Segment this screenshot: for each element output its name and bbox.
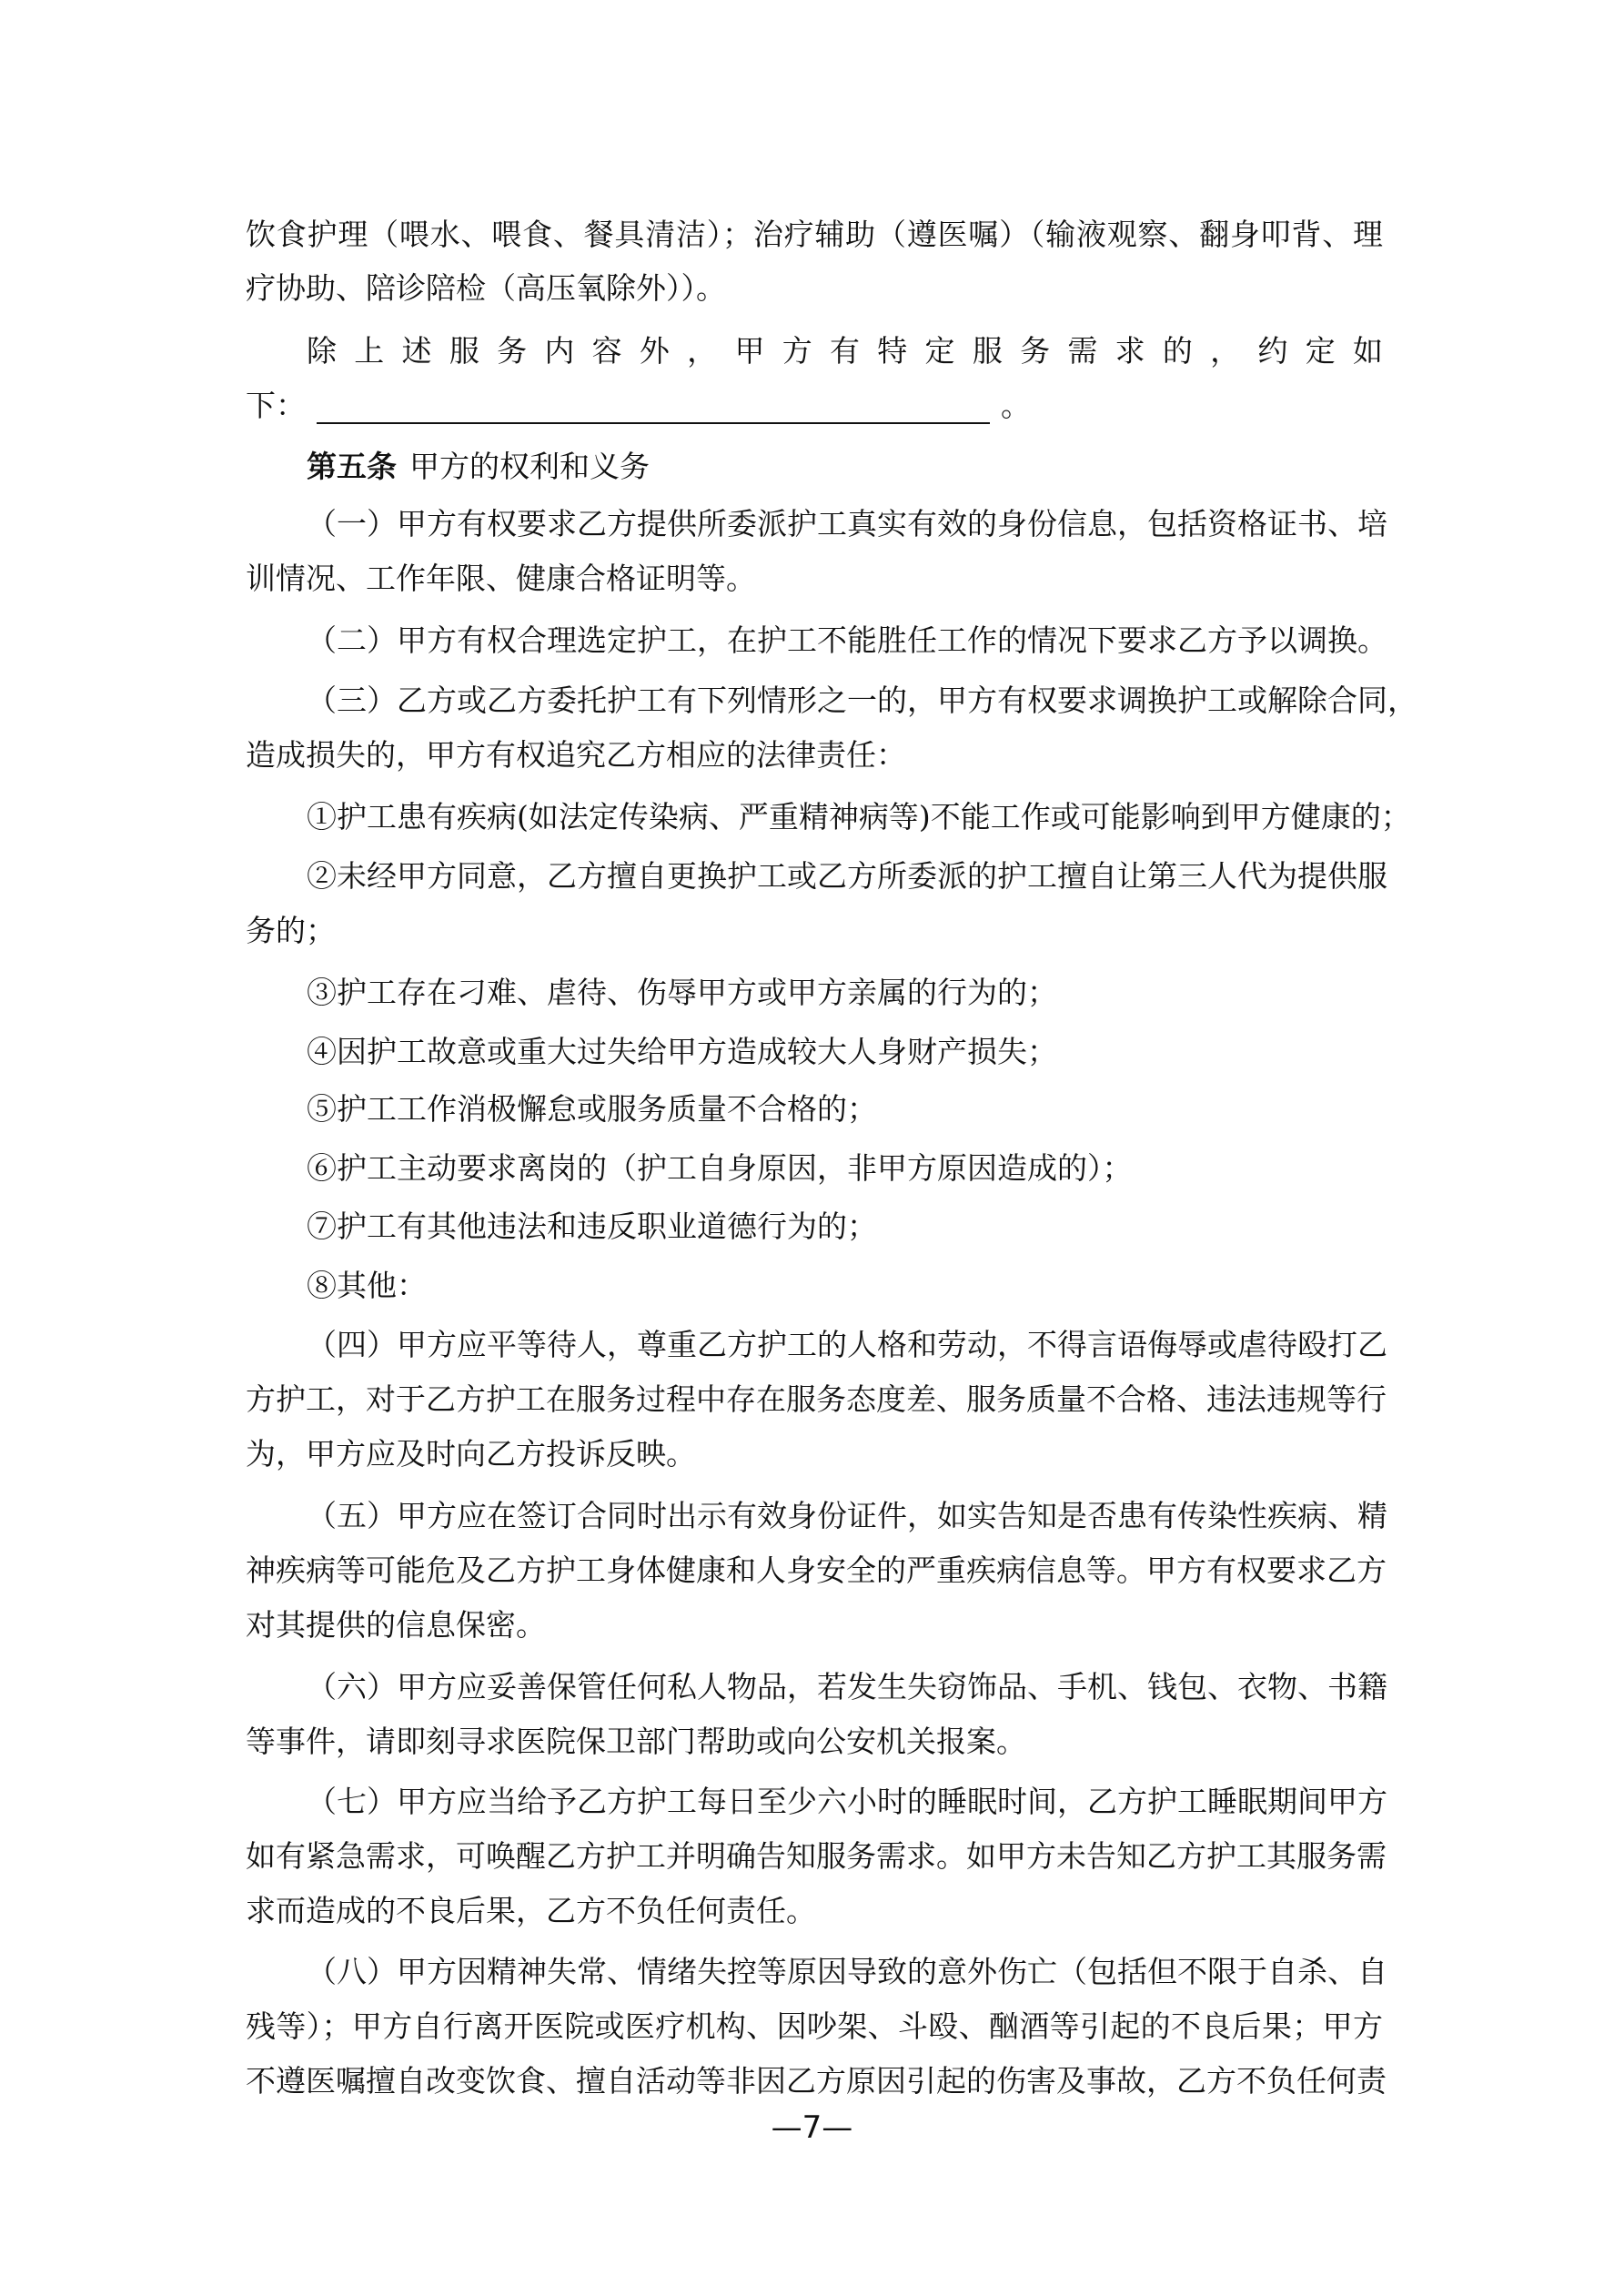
fill-in-line — [246, 388, 1383, 424]
paragraph-line: 对其提供的信息保密。 — [246, 1607, 546, 1643]
article-title: 甲方的权利和义务 — [409, 449, 650, 484]
paragraph-line: 如有紧急需求，可唤醒乙方护工并明确告知服务需求。如甲方未告知乙方护工其服务需 — [246, 1838, 1387, 1874]
paragraph-line: （三）乙方或乙方委托护工有下列情形之一的，甲方有权要求调换护工或解除合同， — [307, 683, 1417, 718]
paragraph-line: （二）甲方有权合理选定护工，在护工不能胜任工作的情况下要求乙方予以调换。 — [307, 622, 1387, 658]
paragraph-line: 不遵医嘱擅自改变饮食、擅自活动等非因乙方原因引起的伤害及事故，乙方不负任何责 — [246, 2063, 1387, 2099]
fill-in-blank[interactable] — [317, 395, 990, 424]
page-number: —7— — [771, 2109, 853, 2146]
article-heading — [307, 449, 1383, 485]
paragraph-line: 造成损失的，甲方有权追究乙方相应的法律责任： — [246, 737, 906, 773]
fill-in-suffix: 。 — [1001, 388, 1031, 423]
paragraph-line: 方护工，对于乙方护工在服务过程中存在服务态度差、服务质量不合格、违法违规等行 — [246, 1381, 1387, 1417]
list-item: ④因护工故意或重大过失给甲方造成较大人身财产损失； — [307, 1034, 1057, 1069]
paragraph-line: 饮食护理（喂水、喂食、餐具清洁）；治疗辅助（遵医嘱）（输液观察、翻身叩背、理 — [246, 217, 1383, 252]
paragraph-line: 残等）；甲方自行离开医院或医疗机构、因吵架、斗殴、酗酒等引起的不良后果；甲方 — [246, 2008, 1383, 2044]
paragraph-line: （七）甲方应当给予乙方护工每日至少六小时的睡眠时间，乙方护工睡眠期间甲方 — [307, 1784, 1387, 1819]
list-item: ②未经甲方同意，乙方擅自更换护工或乙方所委派的护工擅自让第三人代为提供服 — [307, 858, 1387, 894]
paragraph-line: 训情况、工作年限、健康合格证明等。 — [246, 561, 756, 596]
paragraph-line: 神疾病等可能危及乙方护工身体健康和人身安全的严重疾病信息等。甲方有权要求乙方 — [246, 1553, 1387, 1588]
list-item: 务的； — [246, 913, 336, 948]
paragraph-line: （一）甲方有权要求乙方提供所委派护工真实有效的身份信息，包括资格证书、培 — [307, 506, 1387, 541]
list-item: ⑤护工工作消极懈怠或服务质量不合格的； — [307, 1091, 877, 1127]
paragraph-line: 除上述服务内容外，甲方有特定服务需求的，约定如 — [307, 333, 1383, 369]
list-item: ⑧其他： — [307, 1268, 427, 1303]
paragraph-line: （五）甲方应在签订合同时出示有效身份证件，如实告知是否患有传染性疾病、精 — [307, 1498, 1387, 1533]
paragraph-line: （八）甲方因精神失常、情绪失控等原因导致的意外伤亡（包括但不限于自杀、自 — [307, 1954, 1387, 1989]
list-item: ⑥护工主动要求离岗的（护工自身原因，非甲方原因造成的）； — [307, 1150, 1133, 1186]
paragraph-line: （四）甲方应平等待人，尊重乙方护工的人格和劳动，不得言语侮辱或虐待殴打乙 — [307, 1327, 1387, 1362]
list-item: ①护工患有疾病(如法定传染病、严重精神病等)不能工作或可能影响到甲方健康的； — [307, 799, 1411, 834]
fill-in-prefix: 下： — [246, 388, 306, 423]
list-item: ⑦护工有其他违法和违反职业道德行为的； — [307, 1209, 877, 1244]
list-item: ③护工存在刁难、虐待、伤辱甲方或甲方亲属的行为的； — [307, 975, 1057, 1010]
paragraph-line: 求而造成的不良后果，乙方不负任何责任。 — [246, 1893, 816, 1928]
paragraph-line: （六）甲方应妥善保管任何私人物品，若发生失窃饰品、手机、钱包、衣物、书籍 — [307, 1669, 1387, 1704]
paragraph-line: 为，甲方应及时向乙方投诉反映。 — [246, 1436, 696, 1472]
article-label: 第五条 — [307, 449, 397, 484]
paragraph-line: 疗协助、陪诊陪检（高压氧除外））。 — [246, 270, 726, 306]
paragraph-line: 等事件，请即刻寻求医院保卫部门帮助或向公安机关报案。 — [246, 1724, 1026, 1759]
